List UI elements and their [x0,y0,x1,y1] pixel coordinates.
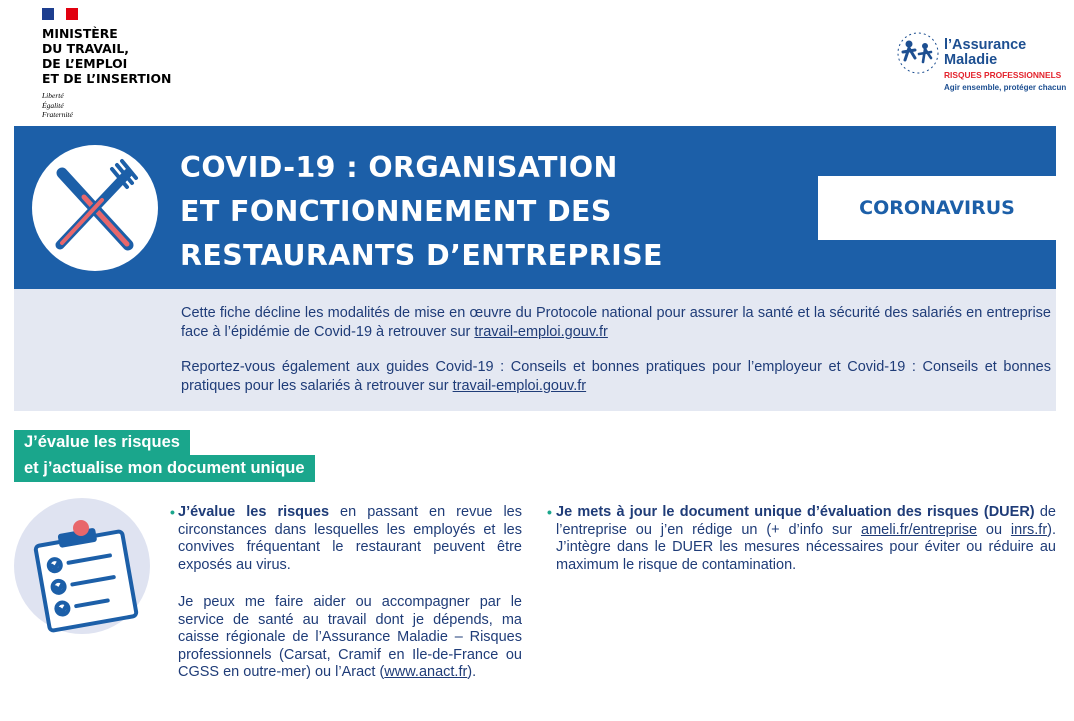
assurance-maladie-name [944,38,1026,67]
coronavirus-tag: CORONAVIRUS [818,176,1056,240]
paragraph-text: ). J’intègre dans le DUER les mesures nécessaires pour éviter ou réduire au maximum le risque de contamination. [556,521,1057,573]
title-line: COVID-19 : ORGANISATION [180,151,618,184]
ministry-line: DU TRAVAIL, [42,41,129,56]
clipboard-icon-circle [14,498,150,634]
paragraph-text: en passant en revue les circonstances dans lesquelles les employés et les convives fréquentant le restaurant peuvent être exposés au virus. [178,504,523,573]
partner-name-line: Maladie [944,51,998,68]
page-title [180,146,663,278]
motto-line: Égalité [42,100,64,110]
assurance-maladie-figures-icon [895,30,941,81]
motto-line: Fraternité [42,110,73,119]
right-paragraph [556,504,1056,574]
bullet-marker: • [547,504,552,520]
clipboard-checklist-icon [14,498,150,634]
anact-link[interactable]: www.anact.fr [384,664,468,680]
cutlery-icon-circle [32,145,158,271]
section-title-line-2: et j’actualise mon document unique [14,455,315,482]
intro-paragraph-2 [181,358,1051,396]
bullet-marker: • [170,504,175,520]
partner-tagline: Agir ensemble, protéger chacun [944,83,1067,92]
cutlery-crossed-icon [32,145,158,271]
partner-name-line: l’Assurance [944,37,1027,53]
bold-lead: J’évalue les risques [178,504,330,520]
paragraph-text: Je peux me faire aider ou accompagner par le service de santé au travail dont je dépends, ma caisse régionale de l’Assurance Maladie – Risques professionnels (Carsat, Cramif en Ile-de-France ou CGSS en outre-mer) ou l’Aract ( [178,594,522,680]
ministry-line: DE L’EMPLOI [42,56,128,71]
inrs-link[interactable]: inrs.fr [1010,521,1048,538]
intro-paragraph-1 [181,304,1051,342]
intro-text: Reportez-vous également aux guides Covid-19 : Conseils et bonnes pratiques pour l’employeur et Covid-19 : Conseils et bonnes pratiques pour les salariés à retrouver sur [181,359,1051,394]
section-title-line-1: J’évalue les risques [14,430,190,455]
republic-motto [42,91,73,120]
ministry-line: ET DE L’INSERTION [42,71,172,86]
ministry-line: MINISTÈRE [42,26,118,41]
paragraph-text: de l’entreprise ou j’en rédige un (+ d’info sur [556,504,1056,538]
travail-emploi-link[interactable]: travail-emploi.gouv.fr [474,324,608,340]
motto-line: Liberté [42,91,64,100]
left-paragraph-2 [178,594,522,682]
bold-lead: Je mets à jour le document unique d’évaluation des risques (DUER) [556,504,1035,520]
marianne-flag-logo [42,8,78,20]
partner-subtitle: RISQUES PROFESSIONNELS [944,70,1062,80]
left-paragraph-1 [178,504,522,574]
ameli-link[interactable]: ameli.fr/entreprise [861,521,978,538]
travail-emploi-link[interactable]: travail-emploi.gouv.fr [452,378,587,394]
paragraph-text: ). [467,664,477,680]
paragraph-text: ou [977,521,1011,538]
intro-text: Cette fiche décline les modalités de mise en œuvre du Protocole national pour assurer la santé et la sécurité des salariés en entreprise face à l’épidémie de Covid-19 à retrouver sur [181,305,1051,340]
ministry-name [42,26,171,86]
title-line: ET FONCTIONNEMENT DES [180,195,612,228]
title-line: RESTAURANTS D’ENTREPRISE [180,239,663,272]
